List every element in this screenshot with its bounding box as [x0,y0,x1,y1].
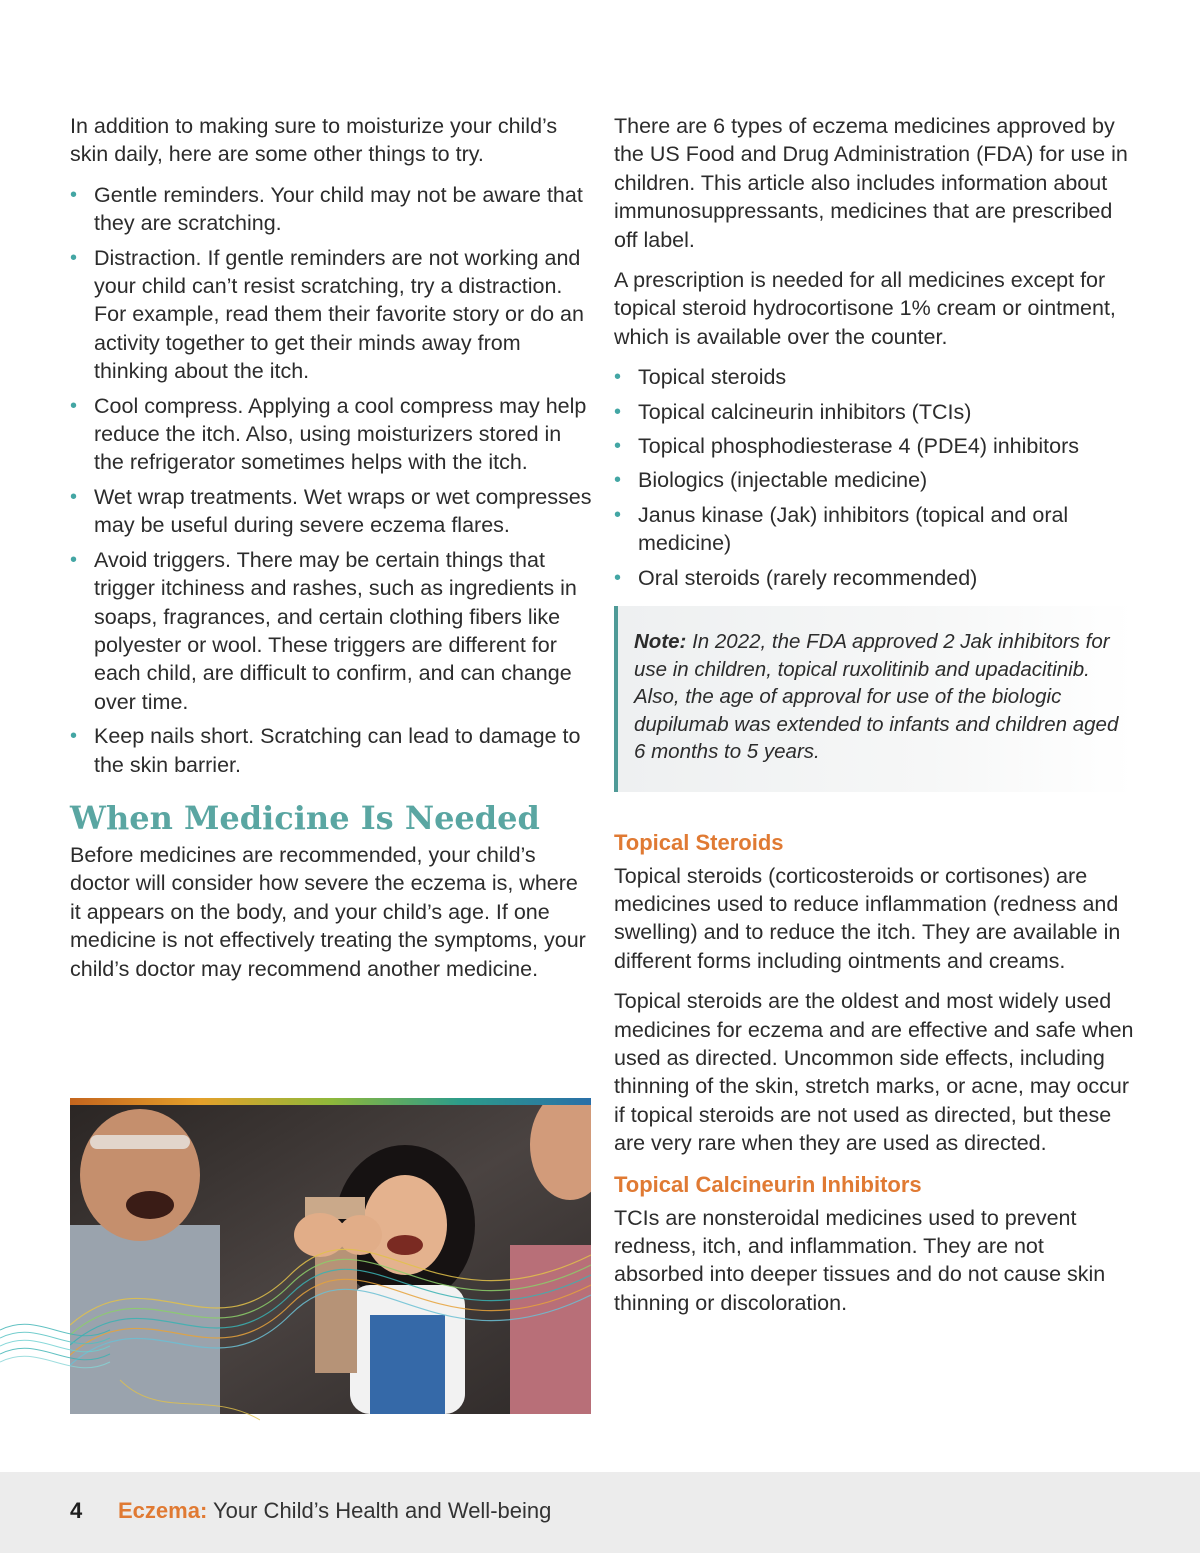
note-callout [614,606,1134,792]
list-item: • Topical steroids [614,363,1134,391]
tci-paragraph: TCIs are nonsteroidal medicines used to prevent redness, itch, and inflammation. They are not absorbed into deeper tissues and do not cause skin thinning or discoloration. [614,1205,1106,1315]
medicine-types-list [614,363,1134,592]
list-item: • Gentle reminders. Your child may not be aware that they are scratching. [70,182,583,236]
topical-steroids-paragraph-2: Topical steroids are the oldest and most widely used medicines for eczema and are effective and safe when used as directed. Uncommon side effects, including thinning of the skin, stretch marks, or acne, may occur if topical steroids are not used as directed, but these are very rare when they are used as directed. [614,989,1134,1156]
prescription-paragraph: A prescription is needed for all medicines except for topical steroid hydrocortisone 1% cream or ointment, which is available over the counter. [614,268,1116,349]
bullet-icon: • [70,548,78,571]
tci-heading: Topical Calcineurin Inhibitors [614,1171,922,1197]
publication-brand: Eczema: [118,1498,208,1523]
intro-paragraph: In addition to making sure to moisturize your child’s skin daily, here are some other things to try. [70,114,558,167]
publication-title: Eczema: Your Child’s Health and Well-being [118,1498,552,1523]
section-body: Before medicines are recommended, your child’s doctor will consider how severe the eczema is, where it appears on the body, and your child’s age. If one medicine is not effectively treating the symptoms, your child’s doctor may recommend another medicine. [70,842,586,981]
page-number: 4 [70,1498,83,1523]
list-item: • Distraction. If gentle reminders are not working and your child can’t resist scratching, try a distraction. For example, read them their favorite story or do an activity together to get their minds away from thinking about the itch. [70,245,584,384]
gradient-bar [70,1098,591,1105]
list-item: • Oral steroids (rarely recommended) [614,564,1134,592]
bullet-icon: • [614,366,622,389]
page-footer [0,1472,1200,1553]
list-item: • Cool compress. Applying a cool compress may help reduce the itch. Also, using moisturizers stored in the refrigerator sometimes helps with the itch. [70,393,587,475]
section-heading: When Medicine Is Needed [70,798,540,837]
bullet-icon: • [614,566,622,589]
left-column [70,112,592,983]
note-text: Note: In 2022, the FDA approved 2 Jak inhibitors for use in children, topical ruxolitinib and upadacitinib. Also, the age of approval for use of the biologic dupilumab was extended to infants and children aged 6 months to 5 years. [634,630,1119,764]
list-item: • Biologics (injectable medicine) [614,466,1134,494]
note-label: Note: [634,630,687,654]
tips-list [70,181,592,779]
list-item: • Topical phosphodiesterase 4 (PDE4) inhibitors [614,432,1134,460]
list-item: • Avoid triggers. There may be certain things that trigger itchiness and rashes, such as ingredients in soaps, fragrances, and certain clothing fibers like polyester or wool. These triggers are different for each child, are difficult to confirm, and can change over time. [70,547,577,714]
right-column [614,112,1134,1317]
list-item: • Keep nails short. Scratching can lead to damage to the skin barrier. [70,724,581,777]
fda-paragraph: There are 6 types of eczema medicines approved by the US Food and Drug Administration (FDA) for use in children. This article also includes information about immunosuppressants, medicines that are prescribed off label. [614,114,1128,252]
bullet-icon: • [70,725,78,748]
list-item: • Janus kinase (Jak) inhibitors (topical and oral medicine) [614,502,1069,556]
bullet-icon: • [614,435,622,458]
bullet-icon: • [70,246,78,269]
bullet-icon: • [614,400,622,423]
bullet-icon: • [614,469,622,492]
list-item: • Wet wrap treatments. Wet wraps or wet compresses may be useful during severe eczema flares. [70,484,592,538]
bullet-icon: • [70,485,78,508]
topical-steroids-heading: Topical Steroids [614,829,784,855]
list-item: • Topical calcineurin inhibitors (TCIs) [614,398,1134,426]
bullet-icon: • [70,183,78,206]
topical-steroids-paragraph-1: Topical steroids (corticosteroids or cortisones) are medicines used to reduce inflammation (redness and swelling) and to reduce the itch. They are available in different forms including ointments and creams. [614,863,1121,973]
bullet-icon: • [70,394,78,417]
bullet-icon: • [614,503,622,526]
decorative-waves [0,1290,260,1440]
